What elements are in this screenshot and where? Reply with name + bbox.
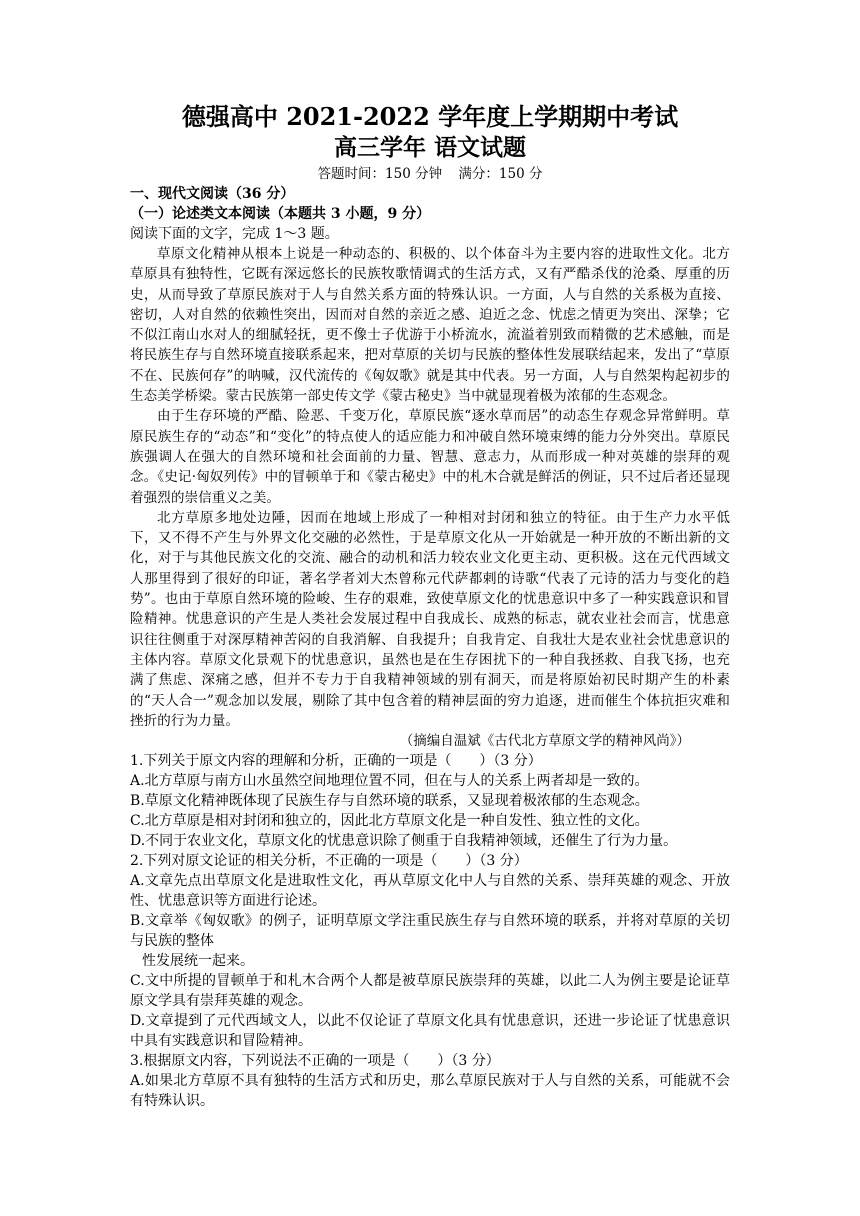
passage-paragraph-3: 北方草原多地处边陲，因而在地域上形成了一种相对封闭和独立的特征。由于生产力水平低下，又不得不产生与外界文化交融的必然性，于是草原文化从一开始就是一种开放的不断出新的文化，对于与其他民族文化的交流、融合的动机和活力较农业文化更主动、更积极。这在元代西域文人那里得到了很好的印证，著名学者刘大杰曾称元代萨都剌的诗歌“代表了元诗的活力与变化的趋势”。也由于草原自然环境的险峻、生存的艰难，致使草原文化的忧患意识中多了一种实践意识和冒险精神。忧患意识的产生是人类社会发展过程中自我成长、成熟的标志，就农业社会而言，忧患意识往往侧重于对深厚精神苦闷的自我消解、自我提升；自我肯定、自我壮大是农业社会忧患意识的主体内容。草原文化景观下的忧患意识，虽然也是在生存困扰下的一种自我拯救、自我飞扬，也充满了焦虑、深痛之感，但并不专力于自我精神领域的别有洞天，而是将原始初民时期产生的朴素的“天人合一”观念加以发展，剔除了其中包含着的精神层面的穷力追逐，进而催生个体抗拒灾难和挫折的行为力量。 bbox=[130, 509, 730, 729]
passage-paragraph-2: 由于生存环境的严酷、险恶、千变万化，草原民族“逐水草而居”的动态生存观念异常鲜明。草原民族生存的“动态”和“变化”的特点使人的适应能力和冲破自然环境束缚的能力分外突出。草原民族强调人在强大的自然环境和社会面前的力量、智慧、意志力，从而形成一种对英雄的崇拜的观念。《史记·匈奴列传》中的冒顿单于和《蒙古秘史》中的札木合就是鲜活的例证，只不过后者还显现着强烈的崇信重义之美。 bbox=[130, 408, 730, 506]
question-3-stem: 3.根据原文内容，下列说法不正确的一项是（ ）（3 分） bbox=[130, 1053, 500, 1070]
question-2-option-b-continued: 性发展统一起来。 bbox=[142, 953, 254, 970]
exam-time: 答题时间：150 分钟 bbox=[317, 166, 443, 182]
question-2-option-d: D.文章提到了元代西域文人，以此不仅论证了草原文化具有忧患意识，还进一步论证了忧患意识中具有实践意识和冒险精神。 bbox=[130, 1013, 730, 1050]
exam-score: 满分：150 分 bbox=[458, 166, 543, 182]
exam-meta bbox=[130, 164, 730, 184]
question-1-option-a: A.北方草原与南方山水虽然空间地理位置不同，但在与人的关系上两者却是一致的。 bbox=[130, 773, 649, 790]
subsection-heading: （一）论述类文本阅读（本题共 3 小题，9 分） bbox=[130, 206, 431, 222]
exam-page bbox=[130, 102, 730, 1111]
question-2-option-b: B.文章举《匈奴歌》的例子，证明草原文学注重民族生存与自然环境的联系，并将对草原的关切与民族的整体 bbox=[130, 913, 730, 950]
passage-paragraph-1: 草原文化精神从根本上说是一种动态的、积极的、以个体奋斗为主要内容的进取性文化。北方草原具有独特性，它既有深远悠长的民族牧歌情调式的生活方式，又有严酷杀伐的沧桑、厚重的历史，从而导致了草原民族对于人与自然关系方面的特殊认识。一方面，人与自然的关系极为直接、密切，人对自然的依赖性突出，因而对自然的亲近之感、迫近之念、忧虑之情更为突出、深挚；它不似江南山水对人的细腻轻抚，更不像士子优游于小桥流水，流溢着别致而精微的艺术感触，而是将民族生存与自然环境直接联系起来，把对草原的关切与民族的整体性发展联结起来，发出了“草原不在、民族何存”的呐喊，汉代流传的《匈奴歌》就是其中代表。另一方面，人与自然架构起初步的生态美学桥梁。蒙古民族第一部史传文学《蒙古秘史》当中就显现着极为浓郁的生态观念。 bbox=[130, 246, 730, 405]
question-1-option-c: C.北方草原是相对封闭和独立的，因此北方草原文化是一种自发性、独立性的文化。 bbox=[130, 813, 649, 830]
question-1-option-d: D.不同于农业文化，草原文化的忧患意识除了侧重于自我精神领域，还催生了行为力量。 bbox=[130, 833, 678, 850]
question-2-option-a: A.文章先点出草原文化是进取性文化，再从草原文化中人与自然的关系、崇拜英雄的观念、开放性、忧患意识等方面进行论述。 bbox=[130, 873, 730, 910]
question-1-stem: 1.下列关于原文内容的理解和分析，正确的一项是（ ）（3 分） bbox=[130, 753, 542, 770]
exam-subtitle: 高三学年 语文试题 bbox=[333, 134, 526, 161]
question-1-option-b: B.草原文化精神既体现了民族生存与自然环境的联系，又显现着极浓郁的生态观念。 bbox=[130, 793, 649, 810]
question-2-stem: 2.下列对原文论证的相关分析，不正确的一项是（ ）（3 分） bbox=[130, 853, 528, 870]
question-2-option-c: C.文中所提的冒顿单于和札木合两个人都是被草原民族崇拜的英雄，以此二人为例主要是论证草原文学具有崇拜英雄的观念。 bbox=[130, 973, 730, 1010]
exam-title: 德强高中 2021-2022 学年度上学期期中考试 bbox=[181, 102, 679, 131]
section-heading: 一、现代文阅读（36 分） bbox=[130, 186, 295, 202]
question-3-option-a: A.如果北方草原不具有独特的生活方式和历史，那么草原民族对于人与自然的关系，可能就不会有特殊认识。 bbox=[130, 1073, 730, 1110]
reading-instruction: 阅读下面的文字，完成 1～3 题。 bbox=[130, 226, 339, 242]
passage-source: （摘编自温斌《古代北方草原文学的精神风尚》） bbox=[399, 733, 690, 750]
